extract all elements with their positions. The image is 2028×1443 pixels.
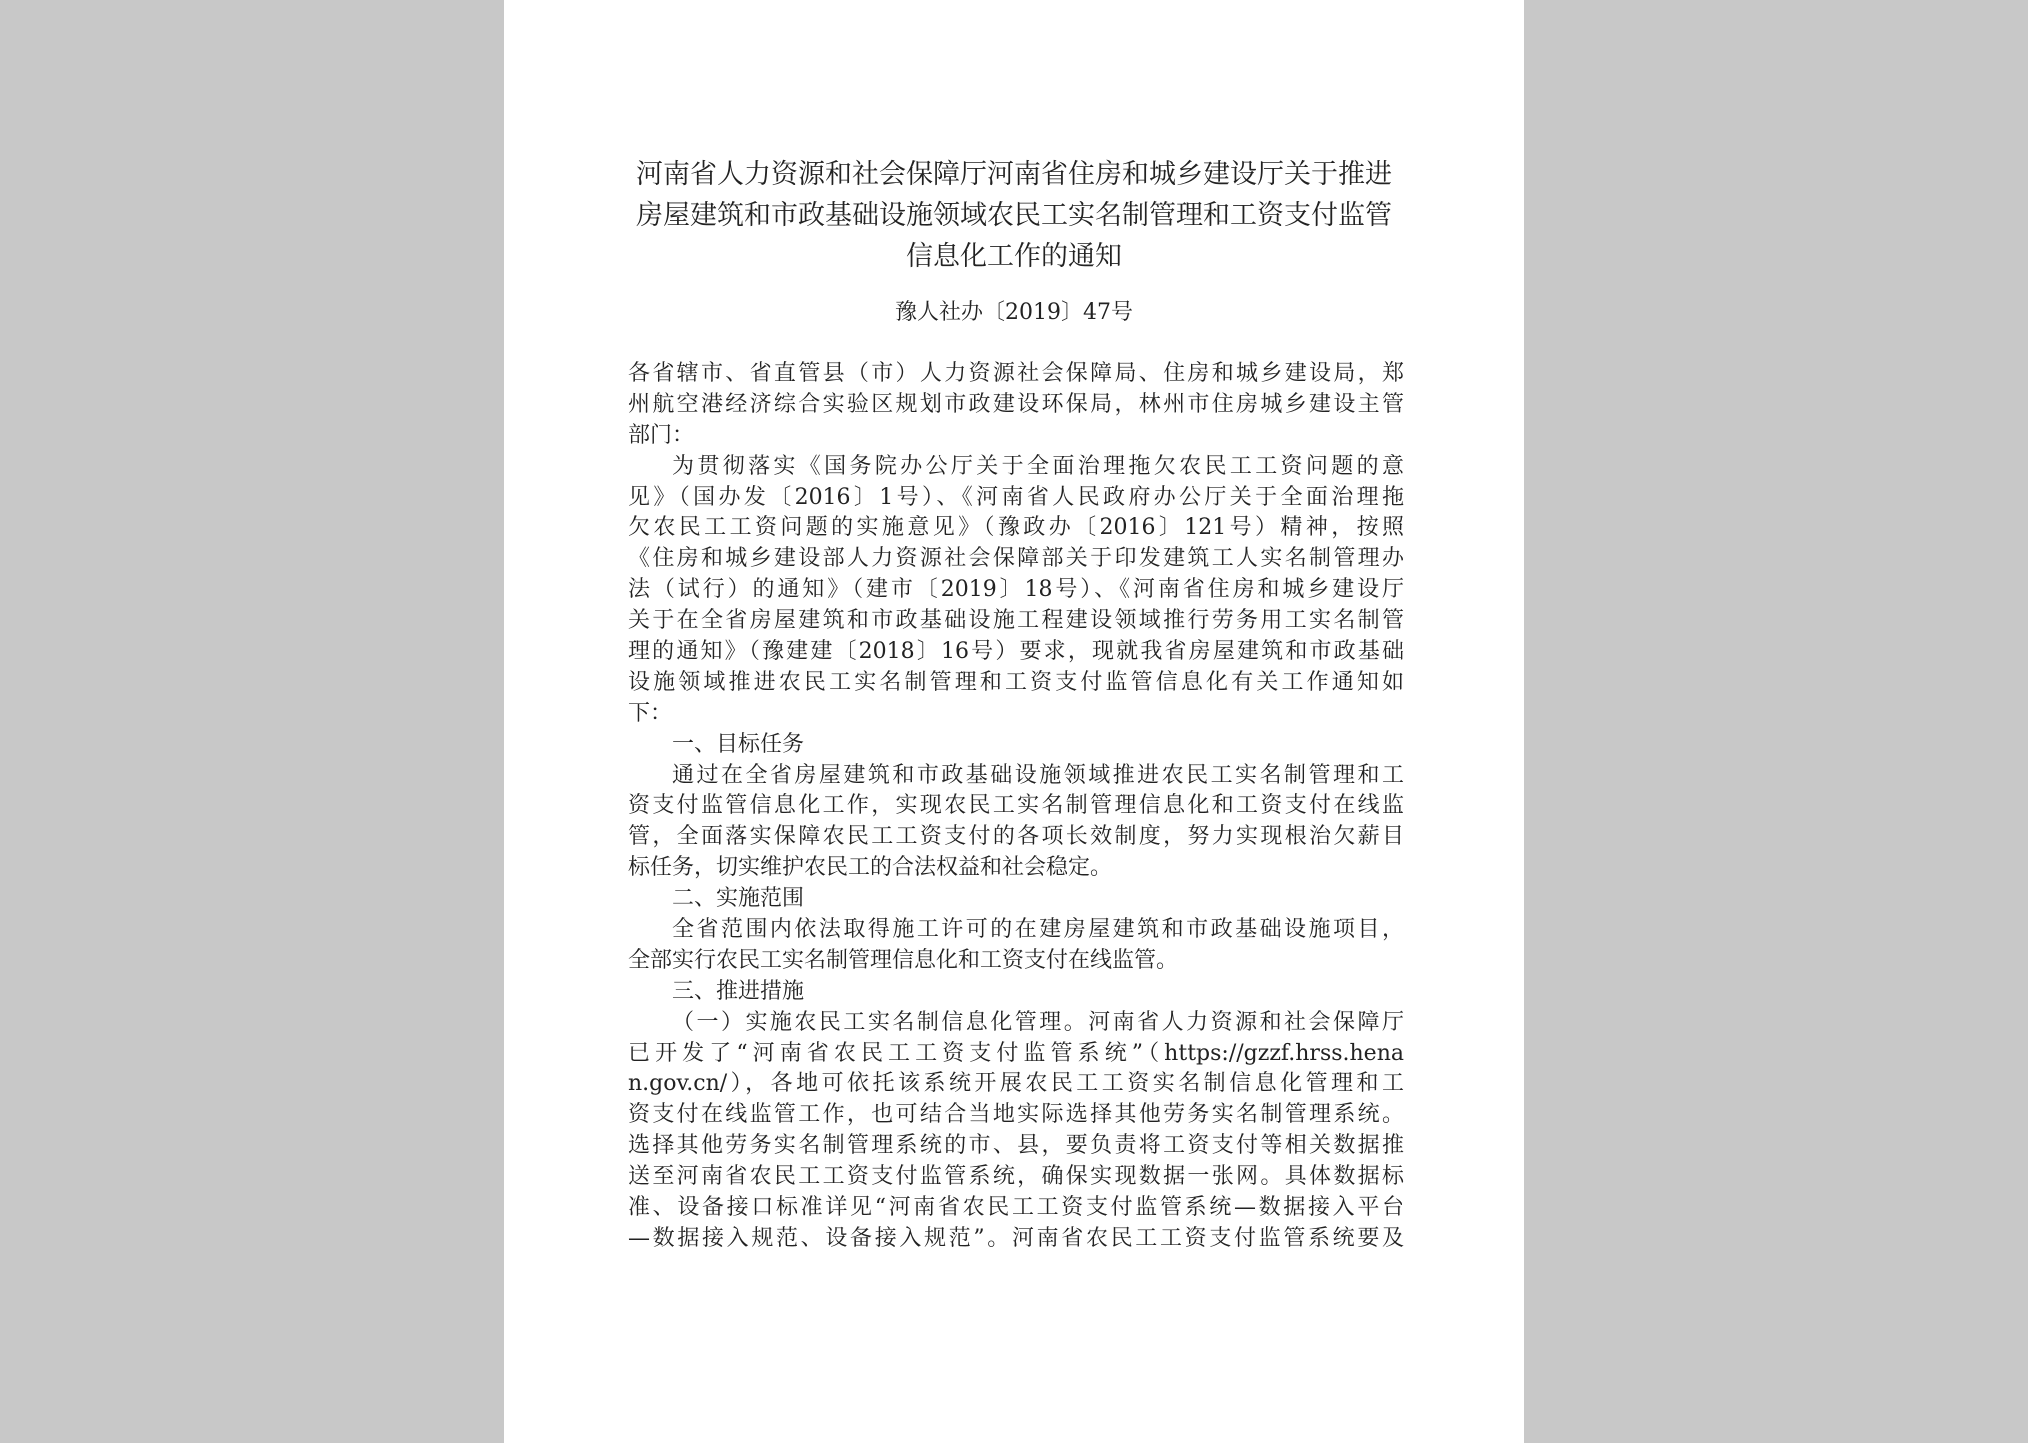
document-title — [624, 154, 1404, 277]
body-line: 为贯彻落实《国务院办公厅关于全面治理拖欠农民工工资问题的意 — [672, 453, 1404, 479]
body-line: 准、设备接口标准详见“河南省农民工工资支付监管系统—数据接入平台 — [628, 1195, 1404, 1221]
body-line: —数据接入规范、设备接入规范”。河南省农民工工资支付监管系统要及 — [628, 1225, 1404, 1251]
body-line: 管，全面落实保障农民工工资支付的各项长效制度，努力实现根治欠薪目 — [628, 824, 1404, 850]
body-line: 部门： — [628, 422, 695, 448]
body-line: 标任务，切实维护农民工的合法权益和社会稳定。 — [628, 855, 1113, 881]
document-number: 豫人社办〔2019〕47号 — [895, 300, 1133, 325]
section-heading: 二、实施范围 — [672, 886, 805, 912]
body-line: 下： — [628, 700, 673, 726]
body-line: 法（试行）的通知》（建市〔2019〕18号）、《河南省住房和城乡建设厅 — [628, 577, 1404, 603]
body-line: 选择其他劳务实名制管理系统的市、县，要负责将工资支付等相关数据推 — [628, 1133, 1404, 1159]
body-line: 《住房和城乡建设部人力资源社会保障部关于印发建筑工人实名制管理办 — [628, 546, 1404, 572]
section-heading: 一、目标任务 — [672, 731, 805, 757]
section-heading: 三、推进措施 — [672, 978, 805, 1004]
body-line: 见》（国办发〔2016〕1号）、《河南省人民政府办公厅关于全面治理拖 — [628, 484, 1404, 510]
body-line: 已开发了“河南省农民工工资支付监管系统”（https://gzzf.hrss.hena — [628, 1040, 1404, 1066]
body-line: 理的通知》（豫建建〔2018〕16号）要求，现就我省房屋建筑和市政基础 — [628, 639, 1404, 665]
body-line: 各省辖市、省直管县（市）人力资源社会保障局、住房和城乡建设局，郑 — [628, 361, 1404, 386]
title-line: 河南省人力资源和社会保障厅河南省住房和城乡建设厅关于推进 — [636, 159, 1392, 190]
document-page — [504, 0, 1524, 1443]
title-line: 房屋建筑和市政基础设施领域农民工实名制管理和工资支付监管 — [636, 200, 1392, 231]
body-line: 通过在全省房屋建筑和市政基础设施领域推进农民工实名制管理和工 — [672, 762, 1404, 788]
body-line: 资支付监管信息化工作，实现农民工实名制管理信息化和工资支付在线监 — [628, 793, 1404, 819]
body-line: 州航空港经济综合实验区规划市政建设环保局，林州市住房城乡建设主管 — [628, 391, 1404, 417]
body-line: 设施领域推进农民工实名制管理和工资支付监管信息化有关工作通知如 — [628, 669, 1404, 695]
body-line: 关于在全省房屋建筑和市政基础设施工程建设领域推行劳务用工实名制管 — [628, 608, 1404, 634]
body-line: 全部实行农民工实名制管理信息化和工资支付在线监管。 — [628, 947, 1179, 973]
document-body — [628, 359, 1404, 1255]
body-line: （一）实施农民工实名制信息化管理。河南省人力资源和社会保障厅 — [672, 1009, 1404, 1035]
title-line: 信息化工作的通知 — [906, 241, 1122, 272]
body-line: 送至河南省农民工工资支付监管系统，确保实现数据一张网。具体数据标 — [628, 1164, 1404, 1190]
body-line: 欠农民工工资问题的实施意见》（豫政办〔2016〕121号）精神，按照 — [628, 515, 1404, 541]
body-line: 全省范围内依法取得施工许可的在建房屋建筑和市政基础设施项目， — [672, 917, 1404, 943]
body-line: 资支付在线监管工作，也可结合当地实际选择其他劳务实名制管理系统。 — [628, 1102, 1404, 1128]
body-line: n.gov.cn/），各地可依托该系统开展农民工工资实名制信息化管理和工 — [628, 1071, 1404, 1097]
